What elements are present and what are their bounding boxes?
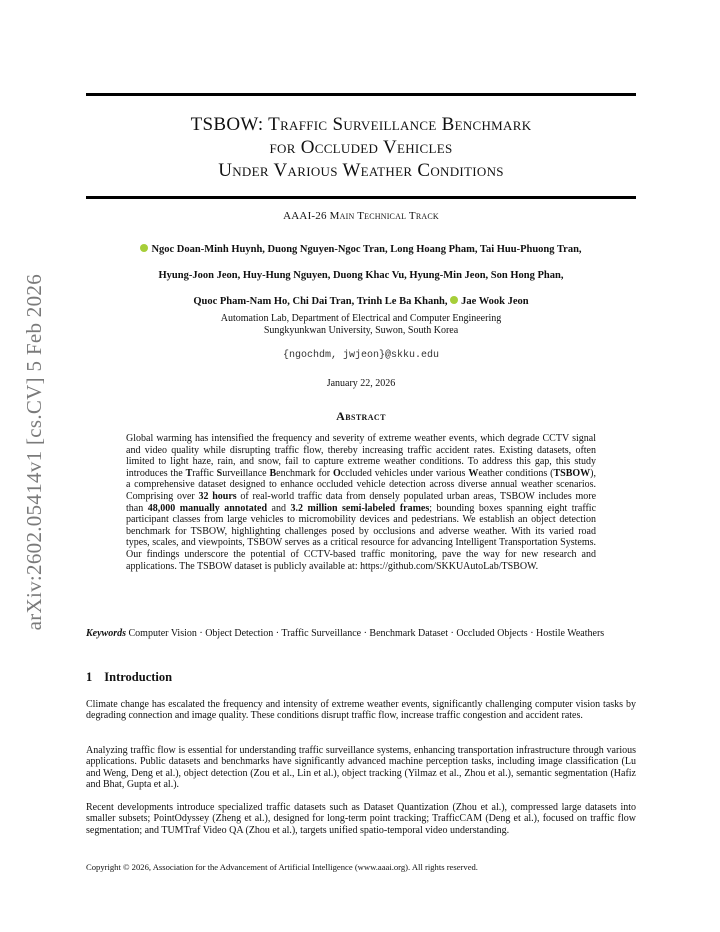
highlight-hours: 32 hours [198, 490, 237, 502]
intro-paragraph-1: Climate change has escalated the frequency and intensity of extreme weather events, significantly challenging computer vision tasks by degrading connection and image quality. These conditions disrupt traffic flow, increase traffic congestion and accident rates. [86, 699, 636, 722]
author-line-3-text: Quoc Pham-Nam Ho, Chi Dai Tran, Trinh Le Ba Khanh, [193, 296, 448, 307]
abstract-text: and [267, 502, 291, 514]
acronym-letter: W [468, 467, 479, 479]
title-line-2: for Occluded Vehicles [269, 137, 453, 158]
abstract-body [126, 433, 596, 572]
affiliation-line-1: Automation Lab, Department of Electrical and Computer Engineering [220, 313, 502, 324]
author-line-1-text: Ngoc Doan-Minh Huynh, Duong Nguyen-Ngoc Tran, Long Hoang Pham, Tai Huu-Phuong Tran, [151, 244, 582, 255]
corresponding-author: Jae Wook Jeon [461, 296, 529, 307]
author-line-2: Hyung-Joon Jeon, Huy-Hung Nguyen, Duong Khac Vu, Hyung-Min Jeon, Son Hong Phan, [158, 270, 564, 281]
keywords [86, 628, 636, 640]
highlight-semi: 3.2 million semi-labeled frames [290, 502, 430, 514]
paper-date: January 22, 2026 [326, 378, 396, 389]
abstract-text: Global warming has intensified the frequency and severity of extreme weather events, which degrade CCTV signal and video quality while disrupting traffic flow, thereby increasing traffic accident rates. Existing datasets, often limited to light haze, rain, and snow, fail to capture extreme weather conditions. To address this gap, this study introduces the [126, 433, 596, 479]
author-email[interactable]: {ngochdm, jwjeon}@skku.edu [282, 350, 440, 361]
abstract-text: eather conditions ( [478, 467, 554, 479]
author-line-1 [86, 237, 636, 263]
orcid-icon[interactable] [140, 244, 148, 252]
abstract-text: ; bounding boxes spanning eight traffic participant classes from large vehicles to micromobility devices and pedestrians. We establish an object detection benchmark for TSBOW, highlighting challenges posed by occlusions and adverse weather. With its varied road types, scales, and viewpoints, TSBOW serves as a critical resource for advancing Intelligent Transportation Systems. Our findings underscore the potential of CCTV-based traffic monitoring, pave the way for new research and applications. The TSBOW dataset is publicly available at: https://github.com/SKKUAutoLab/TSBOW. [126, 502, 597, 572]
affiliation-line-2: Sungkyunkwan University, Suwon, South Korea [263, 325, 459, 336]
section-title: Introduction [104, 670, 173, 684]
title-line-3: Under Various Weather Conditions [218, 160, 504, 181]
track-label: AAAI-26 Main Technical Track [283, 210, 439, 222]
author-line-3 [86, 289, 636, 315]
author-list [86, 237, 636, 315]
abstract-heading: Abstract [336, 409, 386, 423]
arxiv-identifier: arXiv:2602.05414v1 [cs.CV] 5 Feb 2026 [21, 273, 46, 631]
top-rule [86, 93, 636, 96]
abstract-text: ), a comprehensive dataset designed to enhance occluded vehicle detection across diverse annual weather scenarios. Comprising over [126, 467, 596, 502]
acronym-letter: O [332, 467, 341, 479]
acronym-letter: S [216, 467, 223, 479]
abstract-text: raffic [192, 467, 217, 479]
intro-paragraph-2: Analyzing traffic flow is essential for understanding traffic surveillance systems, enhancing transportation infrastructure through various applications. Public datasets and benchmarks have significantly advanced machine perception tasks, including image classification (Lu and Weng, Deng et al.), object detection (Zou et al., Lin et al.), object tracking (Yilmaz et al., Zhou et al.), semantic segmentation (Hafiz and Bhat, Gupta et al.). [86, 745, 636, 791]
section-number: 1 [86, 670, 93, 684]
abstract-text: of real-world traffic data from densely populated urban areas, TSBOW includes more than [126, 490, 597, 514]
affiliation [86, 313, 636, 337]
copyright-notice: Copyright © 2026, Association for the Advancement of Artificial Intelligence (www.aaai.org). All rights reserved. [86, 862, 478, 872]
abstract-text: urveillance [222, 467, 270, 479]
paper-title [86, 113, 636, 182]
highlight-manual: 48,000 manually annotated [147, 502, 268, 514]
intro-paragraph-3: Recent developments introduce specialized traffic datasets such as Dataset Quantization (Zhou et al.), compressed large datasets into smaller subsets; PointOdyssey (Zheng et al.), designed for long-term point tracking; TrafficCAM (Deng et al.), focused on traffic flow segmentation; and TUMTraf Video QA (Zhou et al.), targets unified spatio-temporal video understanding. [86, 802, 636, 836]
abstract-text: ccluded vehicles under various [340, 467, 469, 479]
section-heading [86, 670, 636, 685]
acronym-letter: T [185, 467, 193, 479]
dataset-name: TSBOW [553, 467, 591, 479]
abstract-text: enchmark for [276, 467, 333, 479]
orcid-icon[interactable] [450, 296, 458, 304]
keywords-label: Keywords [86, 628, 126, 639]
keywords-list: Computer Vision · Object Detection · Traffic Surveillance · Benchmark Dataset · Occluded Objects · Hostile Weathers [128, 628, 605, 639]
acronym-letter: B [269, 467, 277, 479]
bottom-title-rule [86, 196, 636, 199]
arxiv-sidebar [4, 262, 64, 642]
title-line-1: TSBOW: Traffic Surveillance Benchmark [190, 114, 532, 135]
